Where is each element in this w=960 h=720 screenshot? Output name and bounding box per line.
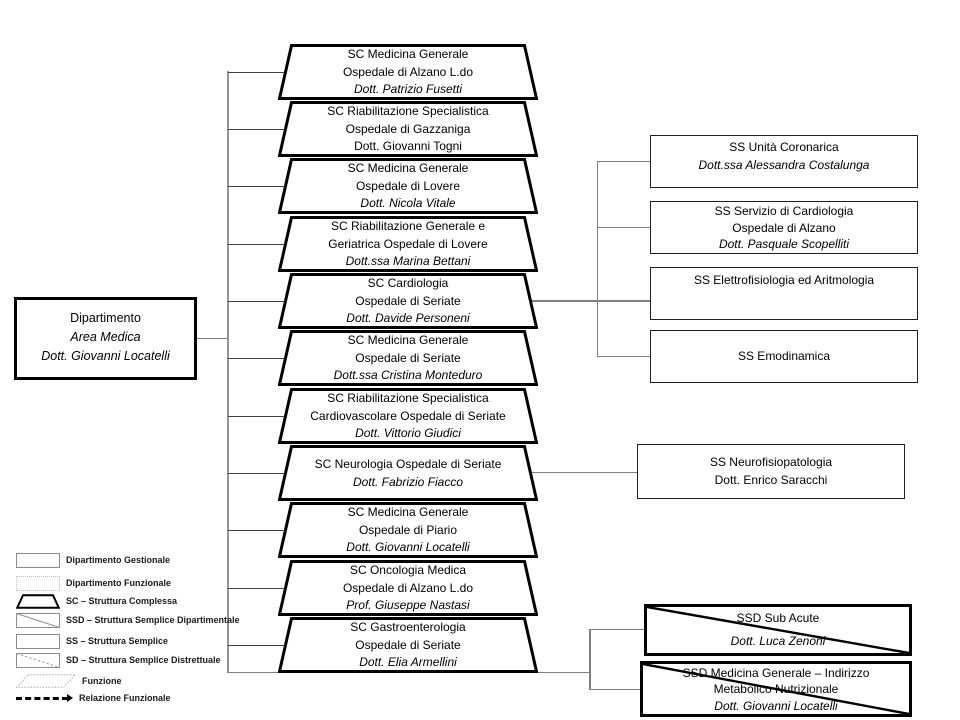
connector-ssd-subacute — [589, 629, 644, 630]
legend-label: SD – Struttura Semplice Distrettuale — [66, 655, 221, 665]
sc-riabilitazione-gazzaniga — [278, 101, 538, 157]
legend-item-ssd — [16, 612, 240, 628]
department-box — [14, 297, 197, 380]
line: Area Medica — [70, 330, 141, 344]
legend-swatch-trapezoid — [16, 594, 60, 609]
connector-ss-servizio — [597, 227, 650, 228]
line: SC Medicina Generale — [347, 161, 469, 175]
connector-dept — [197, 338, 228, 340]
line: Ospedale di Alzano L.do — [342, 64, 474, 79]
legend-label: SSD – Struttura Semplice Dipartimentale — [66, 615, 240, 625]
legend-item-relazione-funzionale — [16, 690, 171, 706]
line: Dott.ssa Cristina Monteduro — [333, 368, 483, 382]
sc-gastroenterologia-seriate — [278, 617, 538, 673]
line: SC Neurologia Ospedale di Seriate — [314, 457, 502, 471]
line: Ospedale di Seriate — [355, 637, 461, 652]
connector-ss-coronarica — [597, 161, 650, 162]
ss-servizio-cardiologia-alzano — [650, 201, 918, 254]
line: Ospedale di Alzano — [732, 220, 836, 235]
line: Dott. Patrizio Fusetti — [353, 82, 463, 96]
legend-label: SS – Struttura Semplice — [66, 636, 169, 646]
line: SC Oncologia Medica — [349, 563, 467, 577]
line: Ospedale di Gazzaniga — [345, 121, 471, 136]
legend-item-sd — [16, 652, 221, 668]
line: Dott.ssa Marina Bettani — [345, 254, 471, 268]
legend-item-dipartimento-gestionale — [16, 552, 170, 568]
legend-item-sc — [16, 593, 177, 609]
sc-oncologia-medica-alzano — [278, 560, 538, 616]
line: Dott. Giovanni Locatelli — [41, 349, 170, 363]
line: Dott. Giovanni Togni — [354, 139, 462, 153]
connector-ssd-vertical — [589, 629, 591, 690]
line: Dott.ssa Alessandra Costalunga — [698, 157, 870, 172]
line: Dott. Nicola Vitale — [360, 196, 456, 210]
ssd-medicina-generale-metabolico — [640, 661, 912, 717]
sc-neurologia-seriate — [278, 445, 538, 501]
connector-spine — [227, 71, 229, 672]
legend-item-funzione — [16, 673, 122, 689]
legend-label: Dipartimento Funzionale — [66, 578, 172, 588]
sc-riabilitazione-geriatrica-lovere — [278, 216, 538, 272]
line: Dott. Luca Zenoni — [730, 634, 826, 648]
line: SC Riabilitazione Specialistica — [327, 104, 489, 118]
line: Ospedale di Piario — [358, 522, 458, 537]
line: Ospedale di Seriate — [355, 350, 461, 365]
ss-unita-coronarica — [650, 135, 918, 188]
line: Dott. Pasquale Scopelliti — [718, 237, 850, 251]
ss-elettrofisiologia-aritmologia — [650, 267, 918, 320]
line: SC Medicina Generale — [347, 47, 469, 61]
legend-swatch-rect-dotted — [16, 576, 60, 591]
line: Metabolico Nutrizionale — [713, 682, 839, 697]
line: Dott. Giovanni Locatelli — [346, 540, 470, 554]
line: SC Cardiologia — [367, 276, 449, 290]
line: SC Riabilitazione Specialistica — [327, 391, 489, 405]
line: SS Elettrofisiologia ed Aritmologia — [693, 273, 875, 287]
connector-ssd-medicina — [589, 689, 640, 690]
ss-emodinamica — [650, 330, 918, 383]
line: SS Neurofisiopatologia — [709, 455, 833, 469]
legend-label: Dipartimento Gestionale — [66, 555, 171, 565]
ssd-sub-acute — [644, 604, 912, 656]
line: Dott. Giovanni Locatelli — [714, 698, 838, 713]
line: Ospedale di Seriate — [355, 293, 461, 308]
line: Dott. Fabrizio Fiacco — [352, 474, 464, 489]
sc-medicina-generale-alzano — [278, 44, 538, 100]
line: Dott. Elia Armellini — [359, 655, 457, 669]
line: SS Emodinamica — [737, 349, 831, 363]
legend-item-dipartimento-funzionale — [16, 575, 171, 591]
line: SSD Sub Acute — [736, 611, 820, 625]
line: Dipartimento — [70, 311, 141, 325]
ss-neurofisiopatologia — [637, 444, 905, 499]
line: Cardiovascolare Ospedale di Seriate — [310, 408, 506, 423]
sc-riabilitazione-cardiovascolare-seriate — [278, 388, 538, 444]
legend-swatch-parallelogram — [16, 674, 76, 688]
connector-cardiologia-vertical — [597, 161, 599, 357]
legend-swatch-rect-solid — [16, 634, 60, 649]
connector-ss-emodinamica — [597, 356, 650, 357]
line: Ospedale di Alzano L.do — [342, 580, 474, 595]
connector-neurologia — [529, 472, 637, 473]
line: SSD Medicina Generale – Indirizzo — [682, 666, 870, 680]
legend-label: Funzione — [82, 676, 122, 686]
legend-item-ss — [16, 633, 168, 649]
legend-swatch-rect-diagonal — [16, 613, 60, 628]
line: SC Medicina Generale — [347, 333, 469, 347]
legend-label: SC – Struttura Complessa — [66, 596, 178, 606]
legend-swatch-rect-solid — [16, 553, 60, 568]
line: SS Unità Coronarica — [729, 140, 839, 154]
line: Prof. Giuseppe Nastasi — [346, 598, 470, 612]
line: Dott. Vittorio Giudici — [355, 426, 461, 440]
legend-swatch-rect-dashed-diagonal — [16, 653, 60, 668]
legend-label: Relazione Funzionale — [79, 693, 171, 703]
sc-medicina-generale-seriate — [278, 330, 538, 386]
sc-cardiologia-seriate — [278, 273, 538, 329]
line: SC Riabilitazione Generale e — [330, 219, 486, 233]
line: SC Gastroenterologia — [350, 620, 466, 634]
line: SS Servizio di Cardiologia — [714, 204, 854, 218]
arrowhead-icon — [67, 694, 73, 702]
connector-cardiologia-trunk — [530, 300, 650, 301]
sc-medicina-generale-piario — [278, 502, 538, 558]
line: Ospedale di Lovere — [355, 178, 461, 193]
line: Dott. Enrico Saracchi — [714, 472, 828, 487]
line: Geriatrica Ospedale di Lovere — [328, 236, 488, 251]
line: SC Medicina Generale — [347, 505, 469, 519]
line: Dott. Davide Personeni — [346, 311, 470, 325]
legend-swatch-dashed-line — [16, 697, 68, 700]
sc-medicina-generale-lovere — [278, 158, 538, 214]
